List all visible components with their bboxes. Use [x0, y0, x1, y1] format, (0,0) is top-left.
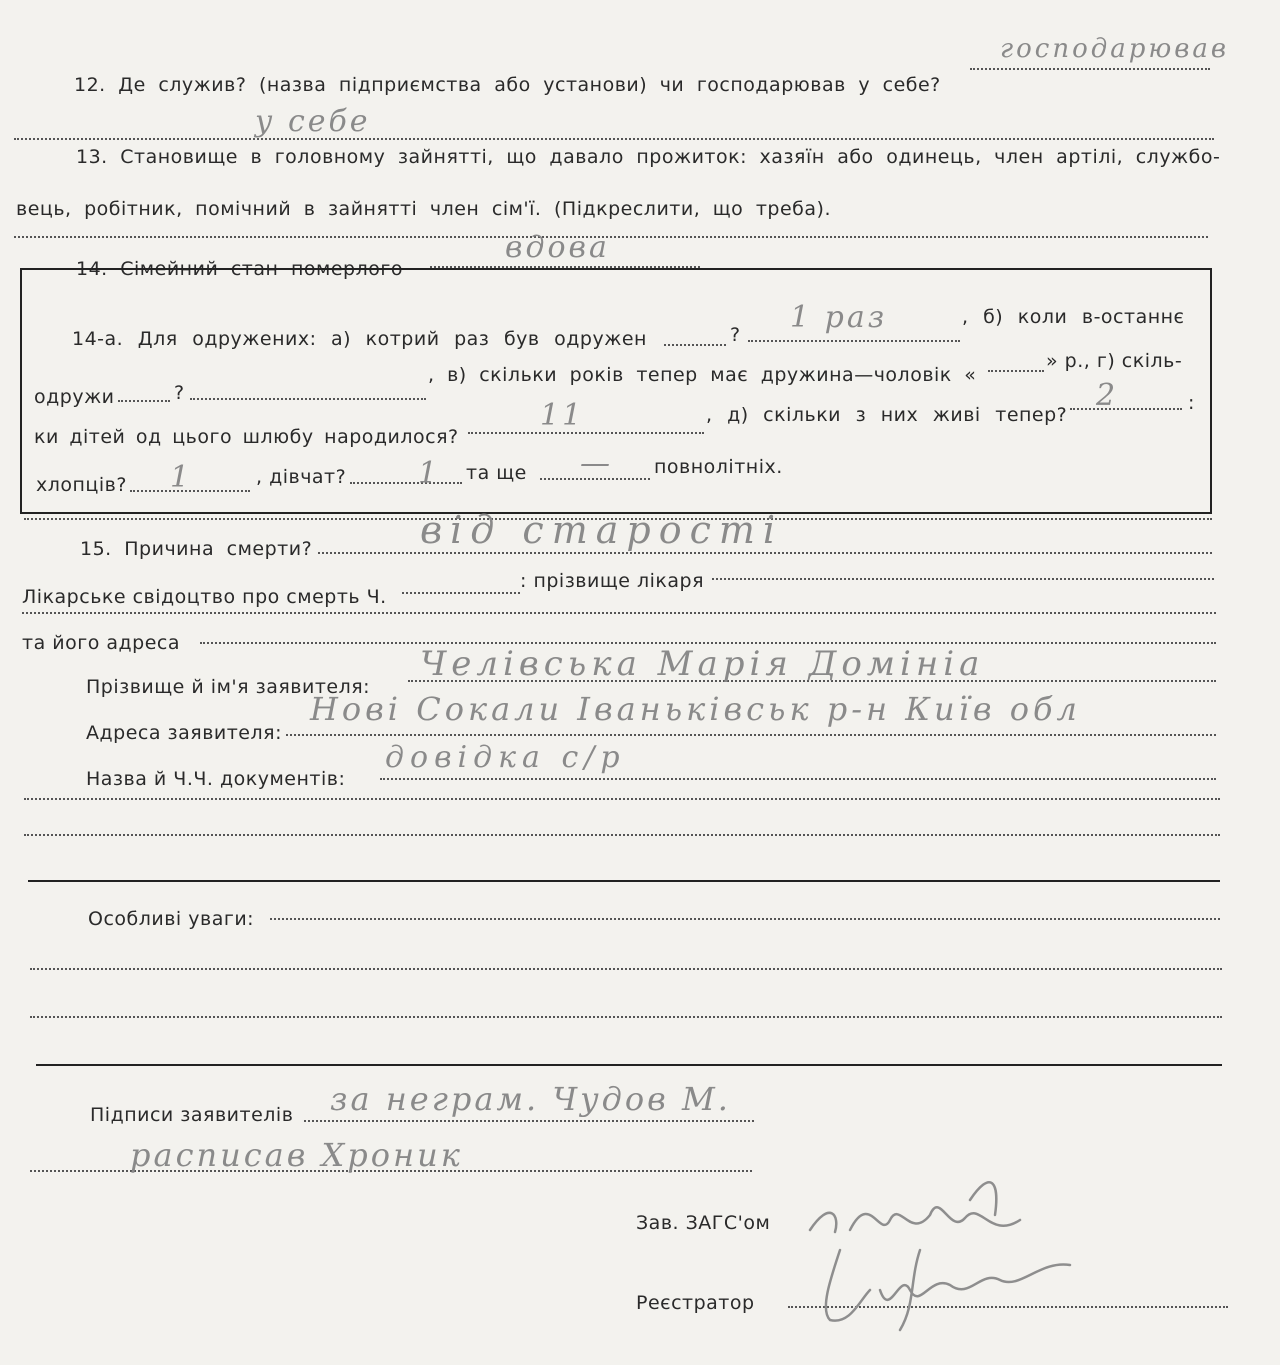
remarks-fill-1 — [270, 918, 1220, 920]
q14-answer: вдова — [505, 230, 610, 265]
q14a-children-alive: 2 — [1096, 378, 1119, 413]
q14a-boys: 1 — [170, 460, 193, 495]
q14a-line1-b: , б) коли в-останнє — [962, 306, 1185, 328]
q14a-children-born: 11 — [540, 398, 585, 433]
q13-line-2: вець, робітник, помічний в зайнятті член сім'ї. (Підкреслити, що треба). — [16, 198, 831, 220]
applicant-signature-1: за неграм. Чудов М. — [330, 1080, 731, 1118]
applicant-address: Нові Сокали Іваньківськ р-н Київ обл — [310, 690, 1081, 728]
applicant-name-label: Прізвище й ім'я заявителя: — [86, 676, 371, 698]
applicant-name: Челівська Марія Домініа — [420, 644, 985, 684]
q14a-line3-c: : — [1188, 392, 1195, 414]
q14a-line1-label: 14-а. Для одружених: а) котрий раз був одружен — [72, 328, 647, 350]
q13-line-1: 13. Становище в головному зайнятті, що давало прожиток: хазяїн або одинець, член артілі, службо- — [76, 146, 1221, 168]
documents-line-3 — [24, 834, 1220, 836]
q15-fill-line — [318, 552, 1212, 554]
documents-value: довідка с/р — [385, 740, 626, 775]
signatures-fill-1 — [304, 1120, 754, 1122]
q14a-line2-c: » р., г) скіль- — [1046, 350, 1183, 372]
q14a-line2-fill-2 — [190, 398, 426, 400]
q14a-spouse-age-fill — [988, 370, 1044, 372]
applicant-signature-2: расписав Хроник — [130, 1136, 463, 1174]
doctor-address-label: та його адреса — [22, 632, 180, 654]
q14a-girls-fill — [350, 482, 462, 484]
q14a-line1-fill — [664, 344, 726, 346]
q14-label: 14. Сімейний стан померлого — [76, 258, 403, 280]
q14a-adults: — — [580, 446, 613, 481]
documents-fill — [380, 778, 1216, 780]
registrar-signature — [800, 1230, 1080, 1340]
q14a-line2-fill — [118, 400, 170, 402]
remarks-fill-3 — [30, 1016, 1222, 1018]
applicant-address-label: Адреса заявителя: — [86, 722, 282, 744]
q14a-line1-q: ? — [730, 324, 741, 346]
certificate-number-fill — [402, 592, 520, 594]
q14a-line2-b: , в) скільки років тепер має дружина—чоловік « — [428, 364, 977, 386]
q12-fill-line-2 — [14, 138, 1214, 140]
certificate-label: Лікарське свідоцтво про смерть Ч. — [22, 586, 387, 608]
q14a-line4-d: повнолітніх. — [654, 456, 783, 478]
applicant-address-fill — [286, 734, 1216, 736]
q14a-line4-a: хлопців? — [36, 474, 127, 496]
q14a-alive-fill — [1070, 408, 1182, 410]
q14a-line4-c: та ще — [466, 462, 527, 484]
signatures-label: Підписи заявителів — [90, 1104, 294, 1126]
remarks-fill-2 — [30, 968, 1222, 970]
q12-label: 12. Де служив? (назва підприємства або установи) чи господарював у себе? — [74, 74, 941, 96]
zags-head-label: Зав. ЗАГС'ом — [636, 1212, 771, 1234]
q15-answer: від старості — [420, 508, 784, 552]
certificate-line-2 — [22, 612, 1216, 614]
section-divider-1 — [28, 880, 1220, 882]
q14a-line3-b: , д) скільки з них живі тепер? — [706, 404, 1068, 426]
documents-line-2 — [24, 798, 1220, 800]
section-divider-2 — [36, 1064, 1222, 1066]
q14a-girls: 1 — [418, 456, 441, 491]
registrar-label: Реєстратор — [636, 1292, 755, 1314]
q14a-line4-b: , дівчат? — [256, 466, 347, 488]
q14a-line2-a: одружи — [34, 386, 115, 408]
q14a-line1-fill-2 — [748, 340, 960, 342]
doctor-label: : прізвище лікаря — [520, 570, 705, 592]
q15-label: 15. Причина смерти? — [80, 538, 313, 560]
q14a-children-fill — [468, 432, 704, 434]
q12-answer-2: у себе — [255, 104, 371, 139]
doctor-fill-line — [712, 578, 1214, 580]
q12-fill-line-1 — [970, 68, 1210, 70]
documents-label: Назва й Ч.Ч. документів: — [86, 768, 346, 790]
remarks-label: Особливі уваги: — [88, 908, 255, 930]
q14a-times-married: 1 раз — [790, 300, 888, 335]
q13-fill-line — [14, 236, 1208, 238]
q14a-line3-a: ки дітей од цього шлюбу народилося? — [34, 426, 459, 448]
q12-answer-1: господарював — [1000, 34, 1230, 64]
q14a-line2-q: ? — [174, 382, 185, 404]
